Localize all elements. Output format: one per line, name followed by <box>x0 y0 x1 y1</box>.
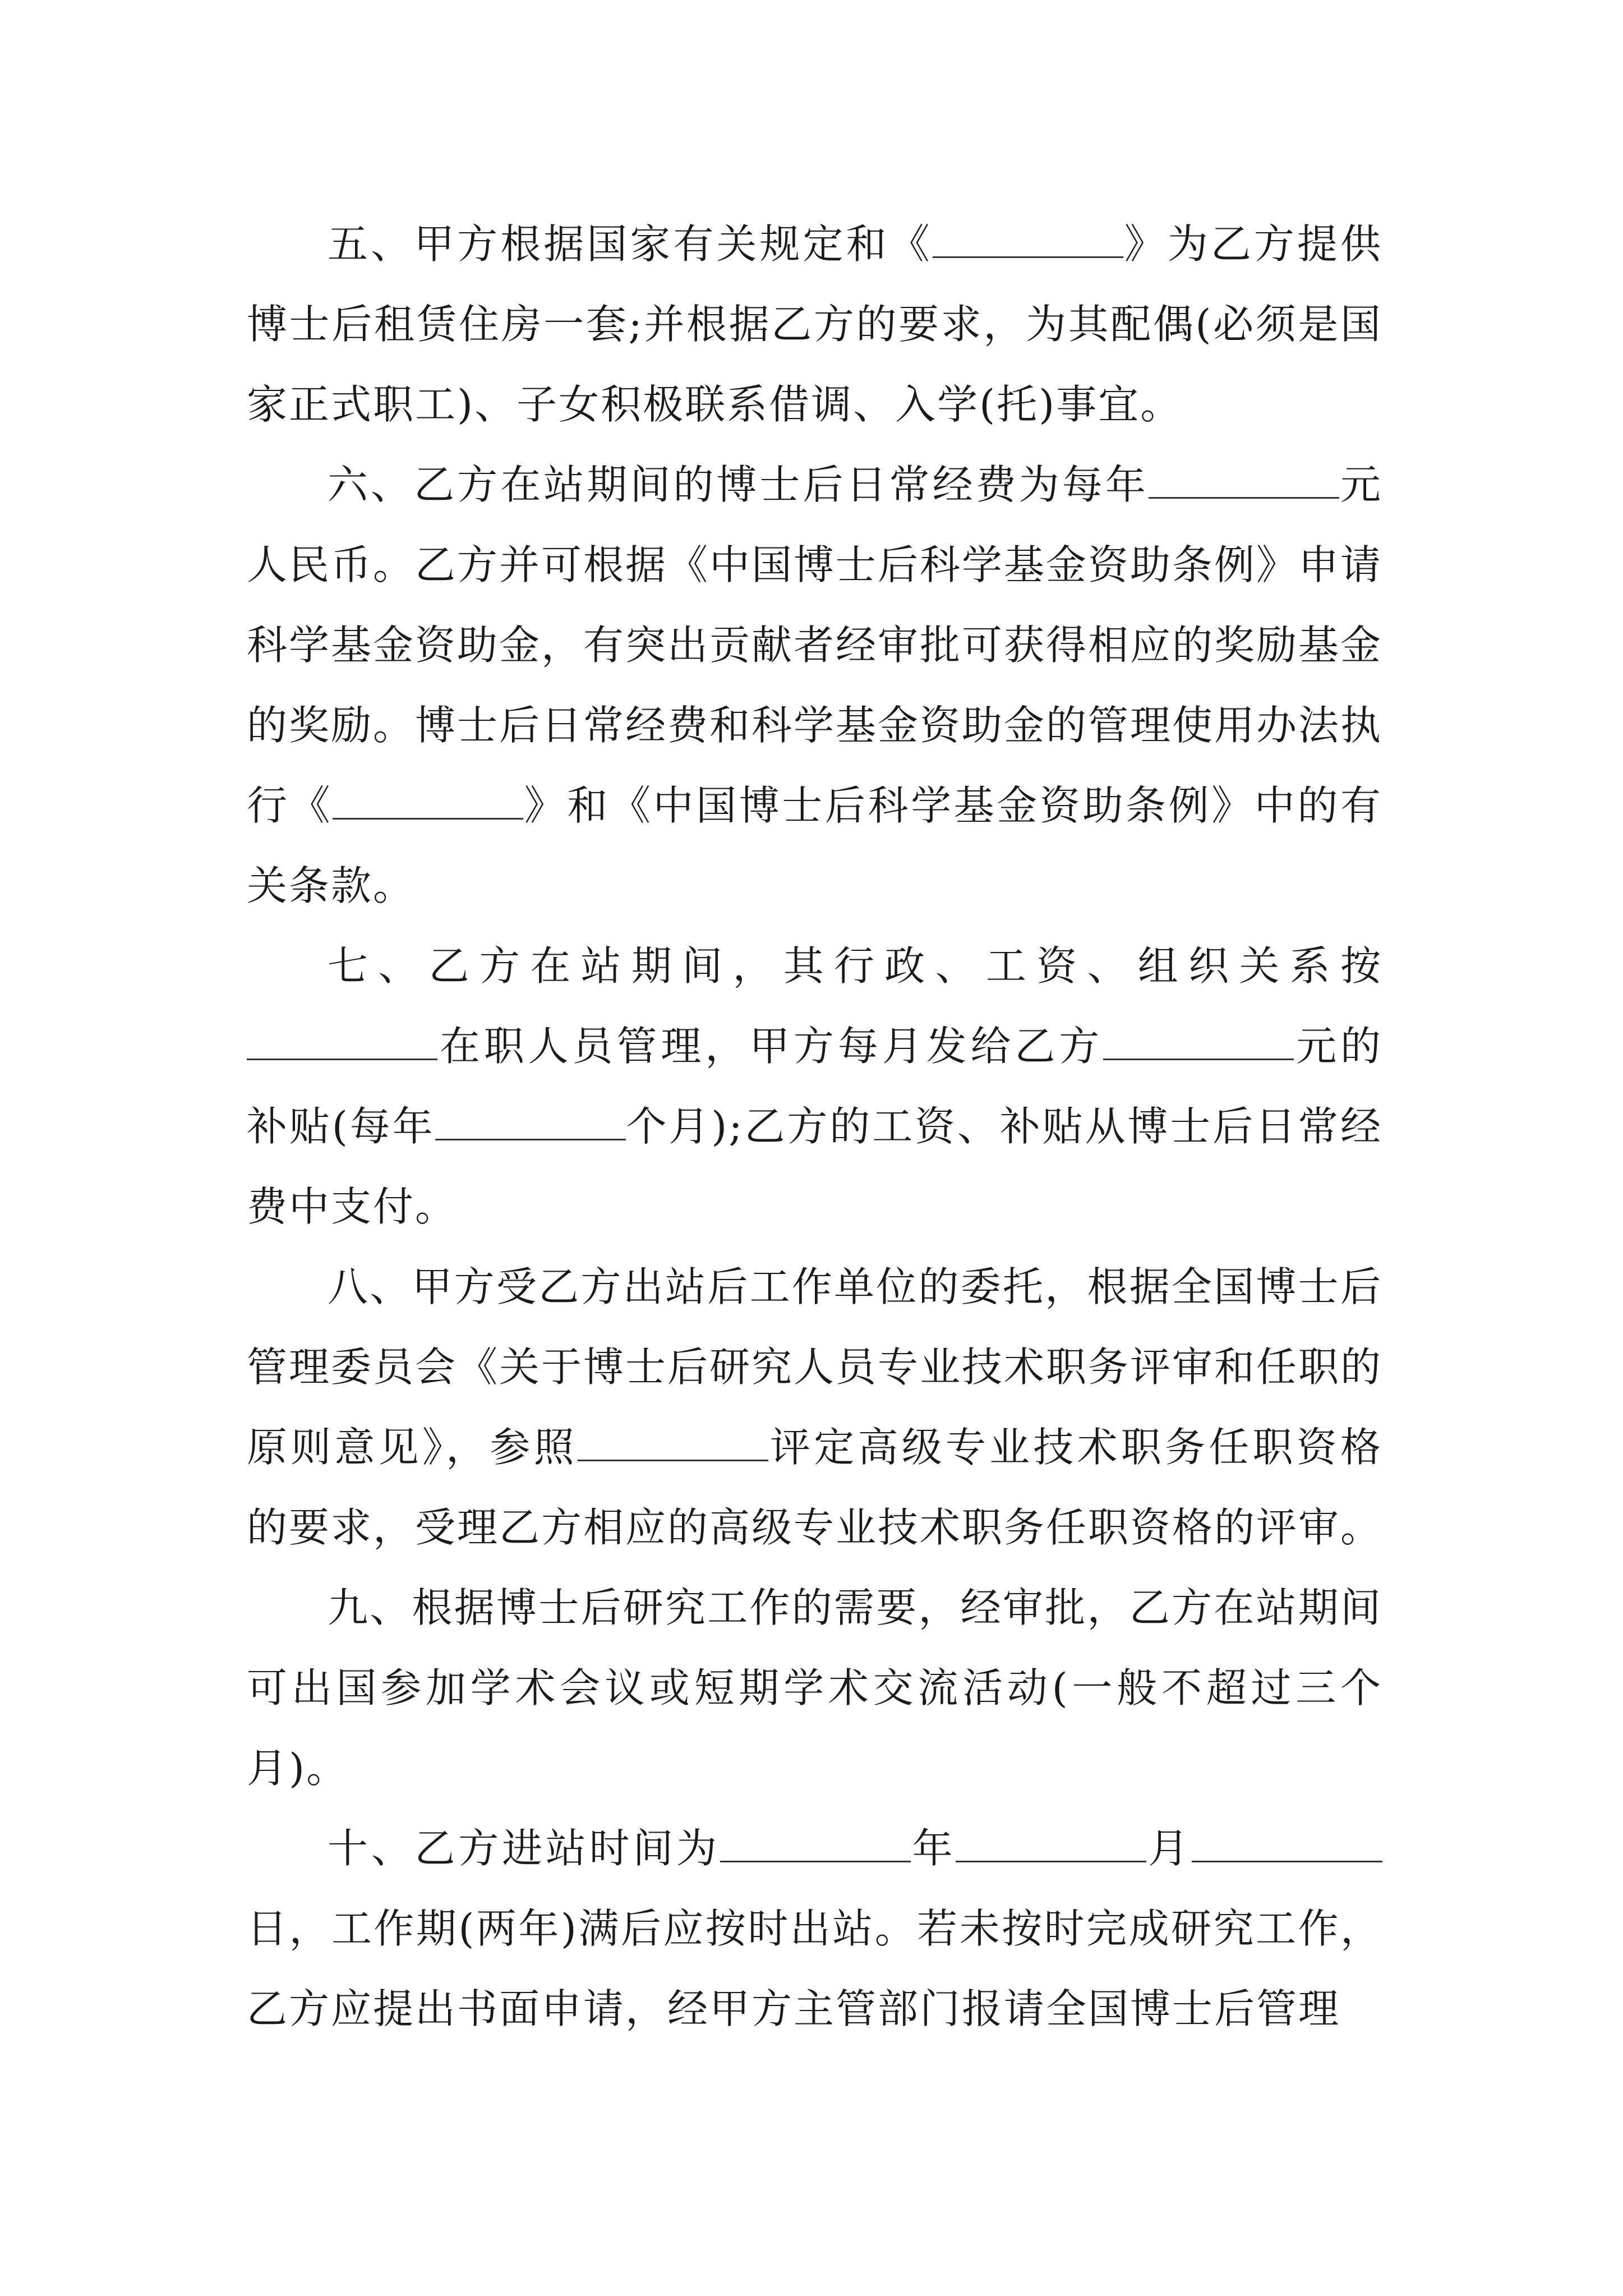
clause-paragraph <box>247 1247 1382 1568</box>
paragraph-text: 评定高级专业技术职务任职资格的要求，受理乙方相应的高级专业技术职务任职资格的评审。 <box>247 1424 1383 1551</box>
document-body <box>247 204 1382 2049</box>
paragraph-text: 六、乙方在站期间的博士后日常经费为每年 <box>328 461 1149 508</box>
paragraph-text: 元的补贴(每年 <box>247 1023 1382 1150</box>
clause-paragraph <box>247 1809 1382 2049</box>
paragraph-text: 个月);乙方的工资、补贴从博士后日常经费中支付。 <box>247 1103 1382 1230</box>
fill-in-blank <box>720 1827 911 1862</box>
fill-in-blank <box>333 784 523 820</box>
clause-paragraph <box>247 1568 1382 1809</box>
fill-in-blank <box>435 1105 626 1140</box>
fill-in-blank <box>933 223 1123 258</box>
paragraph-text: 元人民币。乙方并可根据《中国博士后科学基金资助条例》申请科学基金资助金，有突出贡献者经审批可获得相应的奖励基金的奖励。博士后日常经费和科学基金资助金的管理使用办法执行《 <box>247 461 1383 829</box>
paragraph-text: 月 <box>1146 1825 1192 1872</box>
clause-paragraph <box>247 445 1382 926</box>
paragraph-text: 》和《中国博士后科学基金资助条例》中的有关条款。 <box>247 782 1382 909</box>
paragraph-text: 日，工作期(两年)满后应按时出站。若未按时完成研究工作，乙方应提出书面申请，经甲方主管部门报请全国博士后管理 <box>247 1905 1382 2032</box>
paragraph-text: 在职人员管理，甲方每月发给乙方 <box>437 1023 1104 1070</box>
fill-in-blank <box>1192 1827 1382 1862</box>
clause-paragraph <box>247 204 1382 445</box>
paragraph-text: 》为乙方提供博士后租赁住房一套;并根据乙方的要求，为其配偶(必须是国家正式职工)、子女积极联系借调、入学(托)事宜。 <box>247 220 1382 428</box>
clause-paragraph <box>247 926 1382 1247</box>
fill-in-blank <box>247 1025 437 1060</box>
paragraph-text: 九、根据博士后研究工作的需要，经审批，乙方在站期间可出国参加学术会议或短期学术交流活动(一般不超过三个月)。 <box>247 1584 1382 1792</box>
fill-in-blank <box>1149 463 1339 499</box>
paragraph-text: 八、甲方受乙方出站后工作单位的委托，根据全国博士后管理委员会《关于博士后研究人员专业技术职务评审和任职的原则意见》，参照 <box>247 1263 1383 1471</box>
paragraph-text: 七、乙方在站期间，其行政、工资、组织关系按 <box>328 942 1382 990</box>
fill-in-blank <box>956 1827 1146 1862</box>
fill-in-blank <box>578 1426 768 1461</box>
paragraph-text: 十、乙方进站时间为 <box>328 1825 720 1872</box>
fill-in-blank <box>1103 1025 1294 1060</box>
paragraph-text: 年 <box>910 1825 956 1872</box>
paragraph-text: 五、甲方根据国家有关规定和《 <box>328 220 933 268</box>
